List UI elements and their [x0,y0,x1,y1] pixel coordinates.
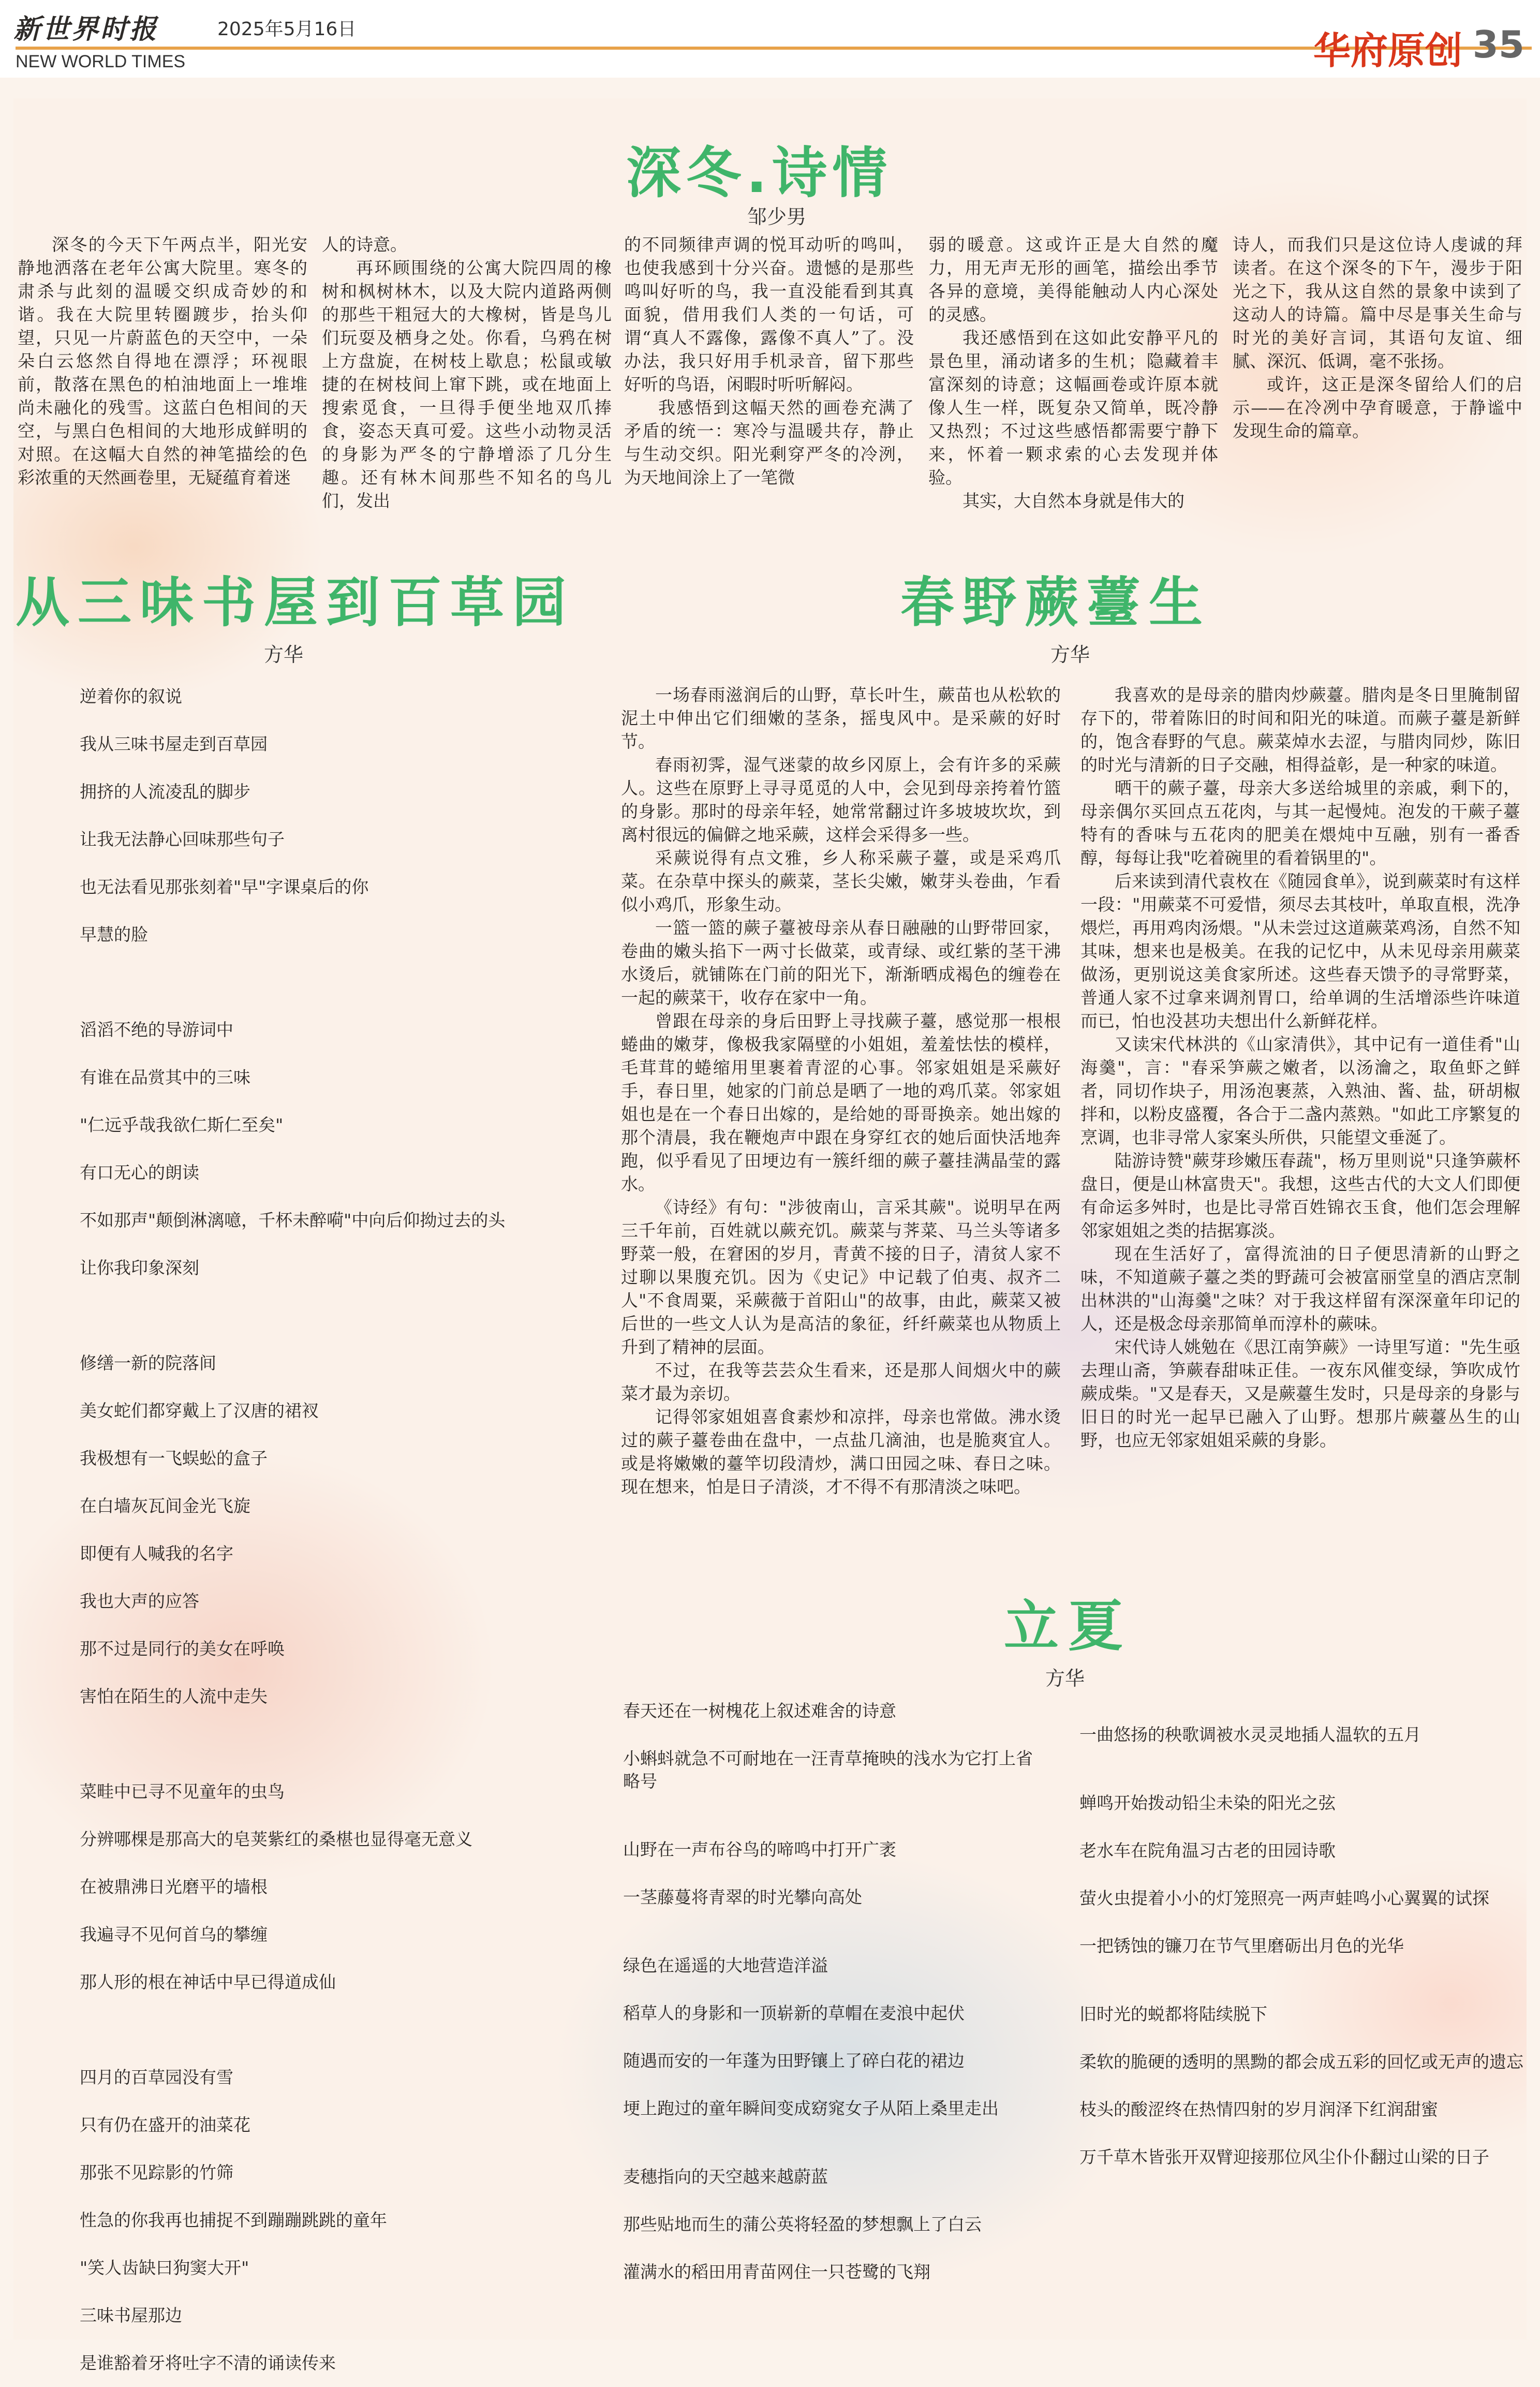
newspaper-english-name: NEW WORLD TIMES [16,52,186,71]
poem-line: 在被鼎沸日光磨平的墙根 [80,1877,268,1897]
article-title-sanwei: 从三味书屋到百草园 [16,571,575,634]
paragraph: 再环顾围绕的公寓大院四周的橡树和枫树林木，以及大院内道路两侧的那些干粗冠大的大橡树，皆是鸟儿们玩耍及栖身之处。你看，乌鸦在树上方盘旋，在树枝上歇息；松鼠或敏捷的在树枝间上窜下跳，或在地面上搜索觅食，一旦得手便坐地双爪捧食，姿态天真可爱。这些小动物灵活的身影为严冬的宁静增添了几分生趣。还有林木间那些不知名的鸟儿们，发出 [322,258,612,511]
poem-line: 四月的百草园没有雪 [80,2067,233,2087]
masthead-divider [16,47,1532,50]
stanza-break [80,959,597,1006]
poem-line: 滔滔不绝的导游词中 [80,1020,233,1040]
stanza-break [623,1934,1047,1954]
section-title: 华府原创 [1313,29,1462,72]
stanza-break [623,1818,1047,1838]
paragraph: 不过，在我等芸芸众生看来，还是那人间烟火中的蕨菜才最为亲切。 [621,1360,1061,1404]
poem-line: 那张不见踪影的竹筛 [80,2162,233,2183]
poem-line: 让我无法静心回味那些句子 [80,829,285,849]
article-author: 方华 [1050,643,1090,666]
issue-date: 2025年5月16日 [217,19,357,40]
paragraph: 一篮一篮的蕨子薹被母亲从春日融融的山野带回家，卷曲的嫩头掐下一两寸长做菜，或青绿、或红紫的茎干沸水烫后，就铺陈在门前的阳光下，渐渐晒成褐色的缠卷在一起的蕨菜干，收存在家中一角。 [621,918,1061,1008]
poem-line: 有谁在品赏其中的三味 [80,1067,250,1087]
poem-line: 分辨哪棵是那高大的皂荚紫红的桑椹也显得毫无意义 [80,1829,472,1849]
paragraph: 《诗经》有句："涉彼南山，言采其蕨"。说明早在两三千年前，百姓就以蕨充饥。蕨菜与荠菜、马兰头等诸多野菜一般，在窘困的岁月，青黄不接的日子，清贫人家不过聊以果腹充饥。因为《史记》中记载了伯夷、叔齐二人"不食周粟，采蕨薇于首阳山"的故事，由此，蕨菜又被后世的一些文人认为是高洁的象征，纤纤蕨菜也从物质上升到了精神的层面。 [621,1197,1061,1357]
poem-line: 小蝌蚪就急不可耐地在一汪青草掩映的浅水为它打上省略号 [623,1748,1033,1791]
poem-line: 我也大声的应答 [80,1591,199,1611]
poem-line: 拥挤的人流凌乱的脚步 [80,782,250,802]
poem-line: 灌满水的稻田用青苗网住一只苍鹭的飞翔 [623,2262,930,2282]
poem-line: 只有仍在盛开的油菜花 [80,2115,250,2135]
poem-column [623,1700,1047,2308]
stanza-break [80,2006,597,2054]
stanza-break [1079,1982,1524,2003]
article-author: 方华 [1045,1667,1085,1690]
poem-line: 一曲悠扬的秧歌调被水灵灵地插人温软的五月 [1079,1725,1421,1745]
poem-line: 三味书屋那边 [80,2305,182,2325]
paragraph: 记得邻家姐姐喜食素炒和凉拌，母亲也常做。沸水烫过的蕨子薹卷曲在盘中，一点盐几滴油，也是脆爽宜人。或是将嫩嫩的薹竿切段清炒，满口田园之味、春日之味。现在想来，怕是日子清淡，才不得不有那清淡之味吧。 [621,1407,1061,1497]
poem-line: 即便有人喊我的名字 [80,1543,233,1564]
poem-line: "仁远乎哉我欲仁斯仁至矣" [80,1115,284,1135]
article-column [621,683,1061,1498]
article-author: 方华 [264,643,304,666]
poem-line: 那人形的根在神话中早已得道成仙 [80,1972,336,1992]
poem-line: 埂上跑过的童年瞬间变成窈窕女子从陌上桑里走出 [623,2098,999,2118]
poem-line: 绿色在遥遥的大地营造洋溢 [623,1955,828,1976]
article-column [624,233,914,489]
paragraph: 后来读到清代袁枚在《随园食单》，说到蕨菜时有这样一段："用蕨菜不可爱惜，须尽去其枝叶，单取直根，洗净煨烂，再用鸡肉汤煨。"从未尝过这道蕨菜鸡汤，自然不知其味，想来也是极美。在我的记忆中，从未见母亲用蕨菜做汤，更别说这美食家所述。这些春天馈予的寻常野菜，普通人家不过拿来调剂胃口，给单调的生活增添些许味道而已，怕也没甚功夫想出什么新鲜花样。 [1080,871,1520,1031]
poem-line: 我极想有一飞蜈蚣的盒子 [80,1448,268,1468]
poem-line: 蝉鸣开始拨动铅尘未染的阳光之弦 [1079,1793,1336,1813]
poem-line: 一茎藤蔓将青翠的时光攀向高处 [623,1887,862,1907]
poem-line: 性急的你我再也捕捉不到蹦蹦跳跳的童年 [80,2210,387,2230]
poem-line: 山野在一声布谷鸟的啼鸣中打开广袤 [623,1839,896,1860]
article-column [322,233,612,512]
poem-line: 我从三味书屋走到百草园 [80,734,268,754]
article-title-deep-winter: 深冬.诗情 [626,141,893,205]
poem-line: 稻草人的身影和一顶崭新的草帽在麦浪中起伏 [623,2003,965,2023]
paragraph: 我感悟到这幅天然的画卷充满了矛盾的统一：寒冷与温暖共存，静止与生动交织。阳光剩穿严冬的冷洌，为天地间涂上了一笔微 [624,397,914,488]
poem-line: 春天还在一树槐花上叙述难舍的诗意 [623,1701,896,1721]
poem-line: 旧时光的蜕都将陆续脱下 [1079,2004,1267,2024]
page-number: 35 [1472,23,1524,66]
paragraph: 我还感悟到在这如此安静平凡的景色里，涌动诸多的生机；隐藏着丰富深刻的诗意；这幅画卷或许原本就像人生一样，既复杂又简单，既冷静又热烈；不过这些感悟都需要宁静下来，怀着一颗求索的心去发现并体验。 [928,328,1218,488]
poem-line: 让你我印象深刻 [80,1258,199,1278]
poem-line: 一把锈蚀的镰刀在节气里磨砺出月色的光华 [1079,1936,1404,1956]
poem-line: 修缮一新的院落间 [80,1353,216,1373]
paragraph: 现在生活好了，富得流油的日子便思清新的山野之味，不知道蕨子薹之类的野蔬可会被富丽堂皇的酒店烹制出林洪的"山海羹"之味？对于我这样留有深深童年印记的人，还是极念母亲那简单而淳朴的蕨味。 [1080,1244,1520,1334]
poem-line: 美女蛇们都穿戴上了汉唐的裙衩 [80,1401,319,1421]
paragraph: 春雨初霁，湿气迷蒙的故乡冈原上，会有许多的采蕨人。这些在原野上寻寻觅觅的人中，会见到母亲挎着竹篮的身影。那时的母亲年轻，她常常翻过许多坡坡坎坎，到离村很远的偏僻之地采蕨，这样会采得多一些。 [621,755,1061,845]
poem-line: 也无法看见那张刻着"早"字课桌后的你 [80,877,369,897]
paragraph: 其实，大自然本身就是伟大的 [962,491,1184,511]
poem-line: 萤火虫提着小小的灯笼照亮一两声蛙鸣小心翼翼的试探 [1079,1888,1489,1908]
poem-column [1079,1723,1524,2193]
poem-line: 有口无心的朗读 [80,1162,199,1183]
paragraph: 诗人，而我们只是这位诗人虔诚的拜读者。在这个深冬的下午，漫步于阳光之下，我从这自然的景象中读到了这动人的诗篇。篇中尽是事关生命与时光的美好言词，其语句友谊、细腻、深沉、低调，毫不张扬。 [1233,234,1522,371]
poem-line: 麦穗指向的天空越来越蔚蓝 [623,2167,828,2187]
article-column [1080,683,1520,1452]
article-author: 邹少男 [747,205,807,228]
paragraph: 晒干的蕨子薹，母亲大多送给城里的亲戚，剩下的，母亲偶尔买回点五花肉，与其一起慢炖。泡发的干蕨子薹特有的香味与五花肉的肥美在煨炖中互融，别有一番香醇，每每让我"吃着碗里的看着锅里的"。 [1080,778,1520,868]
paragraph: 人的诗意。 [322,234,407,255]
masthead [0,0,1540,78]
poem-line: 那些贴地而生的蒲公英将轻盈的梦想飘上了白云 [623,2214,982,2234]
paragraph: 或许，这正是深冬留给人们的启示——在冷冽中孕育暖意，于静谧中发现生命的篇章。 [1233,374,1522,441]
article-column [1233,233,1522,443]
poem-line: 不如那声"颠倒淋漓噫，千杯未醉嗬"中向后仰拗过去的头 [80,1210,506,1230]
article-title-lixia: 立夏 [1004,1595,1132,1658]
poem-line: 逆着你的叙说 [80,686,182,706]
stanza-break [80,1720,597,1768]
poem-line: 柔软的脆硬的透明的黑黝的都会成五彩的回忆或无声的遗忘 [1079,2052,1523,2072]
paragraph: 又读宋代林洪的《山家清供》，其中记有一道佳肴"山海羹"，言："春采笋蕨之嫩者，以汤瀹之，取鱼虾之鲜者，同切作块子，用汤泡裹蒸，入熟油、酱、盐，研胡椒拌和，以粉皮盛覆，各合于二盏内蒸熟。"如此工序繁复的烹调，也非寻常人家案头所供，只能望文垂涎了。 [1080,1034,1520,1147]
article-title-fern: 春野蕨薹生 [900,571,1211,634]
poem-line: 万千草木皆张开双臂迎接那位风尘仆仆翻过山梁的日子 [1079,2147,1489,2167]
poem-line: 我遍寻不见何首乌的攀缠 [80,1924,268,1944]
stanza-break [1079,1771,1524,1792]
paragraph: 深冬的今天下午两点半，阳光安静地洒落在老年公寓大院里。寒冬的肃杀与此刻的温暖交织成奇妙的和谐。我在大院里转圈踱步，抬头仰望，只见一片蔚蓝色的天空中，一朵朵白云悠然自得地在漂浮；环视眼前，散落在黑色的柏油地面上一堆堆尚未融化的残雪。这蓝白色相间的天空，与黑白色相间的大地形成鲜明的对照。在这幅大自然的神笔描绘的色彩浓重的天然画卷里，无疑蕴育着迷 [18,234,307,488]
paragraph: 采蕨说得有点文雅，乡人称采蕨子薹，或是采鸡爪菜。在杂草中探头的蕨菜，茎长尖嫩，嫩芽头卷曲，乍看似小鸡爪，形象生动。 [621,848,1061,915]
paragraph: 宋代诗人姚勉在《思江南笋蕨》一诗里写道："先生亟去理山斋，笋蕨春甜味正佳。一夜东风催变绿，笋吹成竹蕨成柴。"又是春天，又是蕨薹生发时，只是母亲的身影与旧日的时光一起早已融入了山野。想那片蕨薹丛生的山野，也应无邻家姐姐采蕨的身影。 [1080,1337,1520,1450]
stanza-break [80,1292,597,1339]
poem-line: 是谁豁着牙将吐字不清的诵读传来 [80,2353,336,2373]
poem-line: 在白墙灰瓦间金光飞旋 [80,1496,250,1516]
poem-line: "笑人齿缺曰狗窦大开" [80,2258,249,2278]
paragraph: 弱的暖意。这或许正是大自然的魔力，用无声无形的画笔，描绘出季节各异的意境，美得能触动人内心深处的灵感。 [928,234,1218,325]
article-column [928,233,1218,512]
paragraph: 的不同频律声调的悦耳动听的鸣叫，也使我感到十分兴奋。遗憾的是那些鸣叫好听的鸟，我一直没能看到其真面貌，借用我们人类的一句话，可谓“真人不露像，露像不真人”了。没办法，我只好用手机录音，留下那些好听的鸟语，闲暇时听听解闷。 [624,234,914,394]
paragraph: 曾跟在母亲的身后田野上寻找蕨子薹，感觉那一根根蜷曲的嫩芽，像极我家隔壁的小姐姐，羞羞怯怯的模样，毛茸茸的蜷缩用里裹着青涩的心事。邻家姐姐是采蕨好手，春日里，她家的门前总是晒了一地的鸡爪菜。邻家姐姐也是在一个春日出嫁的，是给她的哥哥换亲。她出嫁的那个清晨，我在鞭炮声中跟在身穿红衣的她后面快活地奔跑，似乎看见了田埂边有一簇纤细的蕨子薹挂满晶莹的露水。 [621,1011,1061,1194]
paragraph: 陆游诗赞"蕨芽珍嫩压春蔬"，杨万里则说"只逢笋蕨杯盘日，便是山林富贵天"。我想，这些古代的大文人们即便有命运多舛时，也是比寻常百姓锦衣玉食，他们怎会理解邻家姐姐之类的拮据寡淡。 [1080,1151,1520,1241]
poem-body [80,673,597,2387]
poem-line: 害怕在陌生的人流中走失 [80,1686,268,1706]
newspaper-logo: 新世界时报 [13,14,159,45]
article-column [18,233,307,489]
poem-line: 枝头的酸涩终在热情四射的岁月润泽下红润甜蜜 [1079,2099,1438,2119]
poem-line: 菜畦中已寻不见童年的虫鸟 [80,1781,285,1802]
poem-line: 老水车在院角温习古老的田园诗歌 [1079,1840,1336,1861]
paragraph: 我喜欢的是母亲的腊肉炒蕨薹。腊肉是冬日里腌制留存下的，带着陈旧的时间和阳光的味道。而蕨子薹是新鲜的，饱含春野的气息。蕨菜焯水去涩，与腊肉同炒，陈旧的时光与清新的日子交融，相得益彰，是一种家的味道。 [1080,685,1520,775]
poem-line: 早慧的脸 [80,924,148,945]
poem-line: 随遇而安的一年蓬为田野镶上了碎白花的裙边 [623,2051,965,2071]
stanza-break [623,2145,1047,2165]
paragraph: 一场春雨滋润后的山野，草长叶生，蕨苗也从松软的泥土中伸出它们细嫩的茎条，摇曳风中。是采蕨的好时节。 [621,685,1061,752]
poem-line: 那不过是同行的美女在呼唤 [80,1639,285,1659]
